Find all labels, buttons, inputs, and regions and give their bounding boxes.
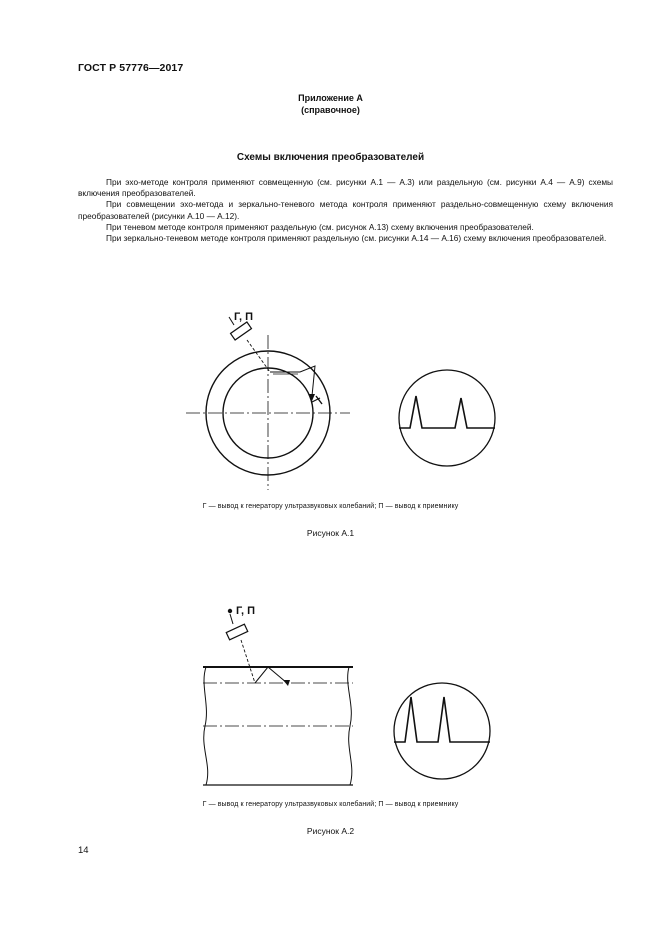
transducer-lead [229,317,234,325]
beam-path-a2 [241,640,255,683]
transducer-lead-a2 [230,614,233,624]
appendix-subtitle: (справочное) [301,105,360,115]
transducer-label-a2: Г, П [236,605,256,617]
figure-a2 [203,609,490,785]
figure-a1-legend: Г — вывод к генератору ультразвуковых колебаний; П — вывод к приемнику [202,503,459,510]
oscilloscope-screen-a2 [394,683,490,779]
echo-signal-trace [399,396,495,428]
pipe-inner-wall [223,368,313,458]
break-line-right [348,667,352,785]
body-text [78,177,613,244]
break-line-left [204,667,208,785]
transducer-a2 [226,624,248,640]
echo-signal-trace-a2 [394,697,490,742]
appendix-heading [0,92,661,116]
paragraph: При зеркально-теневом методе контроля применяют раздельную (см. рисунки А.14 — А.16) схему включения преобразователей. [106,233,607,244]
paragraph: При теневом методе контроля применяют раздельную (см. рисунок А.13) схему включения преобразователей. [106,221,534,232]
figure-a1-caption: Рисунок А.1 [306,528,355,538]
defect-mark [316,396,322,404]
oscilloscope-screen-a1 [399,370,495,466]
page-number: 14 [78,845,89,856]
reflection-path-a2 [255,667,287,683]
paragraph: При эхо-методе контроля применяют совмещенную (см. рисунки А.1 — А.3) или раздельную (см. рисунки А.4 — А.9) схемы включения преобразователей. [78,177,613,199]
transducer-a1 [231,322,252,340]
pipe-outer-wall [206,351,330,475]
appendix-title: Приложение А [298,93,363,103]
figure-a1 [186,317,495,490]
transducer-label-a1: Г, П [234,311,254,323]
document-header: ГОСТ Р 57776—2017 [78,62,184,74]
reflection-path [270,366,315,396]
paragraph: При совмещении эхо-метода и зеркально-теневого метода контроля применяют раздельно-совмещенную схему включения преобразователей (рисунки А.10 — А.12). [78,199,613,221]
section-title: Схемы включения преобразователей [236,152,425,163]
figure-a2-legend: Г — вывод к генератору ультразвуковых колебаний; П — вывод к приемнику [202,801,459,808]
arrow-head [309,394,315,401]
beam-path [247,340,270,372]
figure-a2-caption: Рисунок А.2 [306,826,355,836]
